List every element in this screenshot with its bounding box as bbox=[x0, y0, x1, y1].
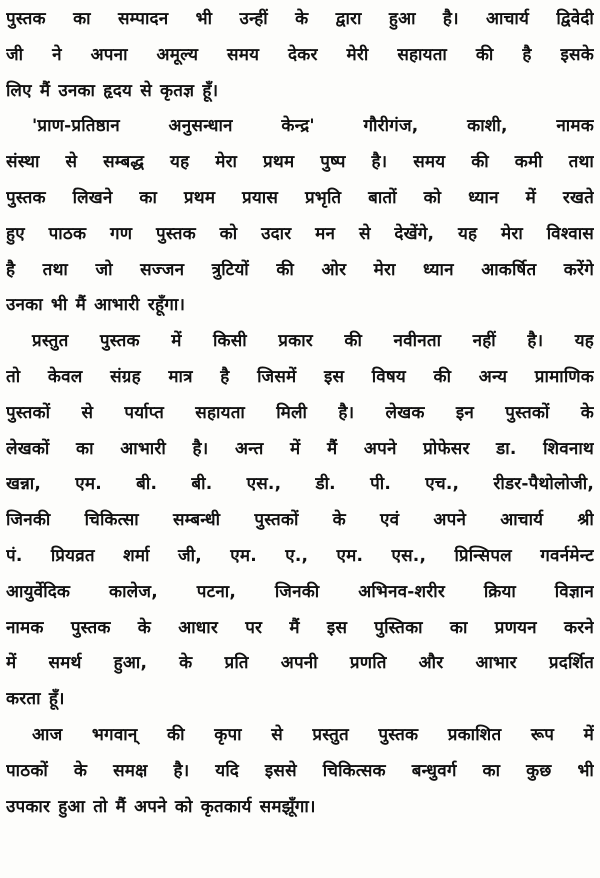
paragraph-1 bbox=[6, 2, 594, 109]
text-line: पुस्तक का सम्पादन भी उन्हीं के द्वारा हुआ है। आचार्य द्विवेदी bbox=[6, 9, 594, 29]
text-line: उनका भी मैं आभारी रहूँगा। bbox=[6, 295, 186, 316]
text-line: संस्था से सम्बद्ध यह मेरा प्रथम पुष्प है। समय की कमी तथा bbox=[6, 152, 594, 173]
text-line: प्रस्तुत पुस्तक में किसी प्रकार की नवीनता नहीं है। यह bbox=[32, 331, 594, 352]
text-line: लेखकों का आभारी है। अन्त में मैं अपने प्रोफेसर डा. शिवनाथ bbox=[6, 438, 594, 459]
text-line: पुस्तक लिखने का प्रथम प्रयास प्रभृति बातों को ध्यान में रखते bbox=[6, 187, 594, 208]
paragraph-2 bbox=[6, 109, 594, 324]
paragraph-4 bbox=[6, 718, 594, 825]
text-line: पाठकों के समक्ष है। यदि इससे चिकित्सक बन्धुवर्ग का कुछ भी bbox=[6, 760, 594, 781]
text-line: में समर्थ हुआ, के प्रति अपनी प्रणति और आभार प्रदर्शित bbox=[6, 653, 594, 674]
text-line: नामक पुस्तक के आधार पर मैं इस पुस्तिका का प्रणयन करने bbox=[6, 617, 594, 638]
text-line: करता हूँ। bbox=[6, 689, 65, 710]
text-line: पुस्तकों से पर्याप्त सहायता मिली है। लेखक इन पुस्तकों के bbox=[6, 402, 594, 423]
text-line: आज भगवान् की कृपा से प्रस्तुत पुस्तक प्रकाशित रूप में bbox=[32, 724, 594, 745]
text-line: 'प्राण-प्रतिष्ठान अनुसन्धान केन्द्र' गौरीगंज, काशी, नामक bbox=[32, 116, 594, 137]
text-line: लिए मैं उनका हृदय से कृतज्ञ हूँ। bbox=[6, 80, 219, 101]
text-line: हुए पाठक गण पुस्तक को उदार मन से देखेंगे, यह मेरा विश्वास bbox=[6, 223, 594, 244]
text-line: जी ने अपना अमूल्य समय देकर मेरी सहायता की है इसके bbox=[6, 44, 594, 65]
text-line: जिनकी चिकित्सा सम्बन्धी पुस्तकों के एवं अपने आचार्य श्री bbox=[6, 510, 594, 531]
text-line: खन्ना, एम. बी. बी. एस., डी. पी. एच., रीडर-पैथोलोजी, bbox=[6, 474, 594, 495]
text-line: है तथा जो सज्जन त्रुटियों की ओर मेरा ध्यान आकर्षित करेंगे bbox=[6, 259, 594, 280]
text-line: उपकार हुआ तो मैं अपने को कृतकार्य समझूँगा। bbox=[6, 796, 316, 817]
text-line: पं. प्रियव्रत शर्मा जी, एम. ए., एम. एस., प्रिन्सिपल गवर्नमेन्ट bbox=[6, 545, 594, 566]
paragraph-3 bbox=[6, 324, 594, 718]
text-line: आयुर्वेदिक कालेज, पटना, जिनकी अभिनव-शरीर क्रिया विज्ञान bbox=[6, 581, 594, 602]
text-line: तो केवल संग्रह मात्र है जिसमें इस विषय की अन्य प्रामाणिक bbox=[6, 366, 594, 387]
